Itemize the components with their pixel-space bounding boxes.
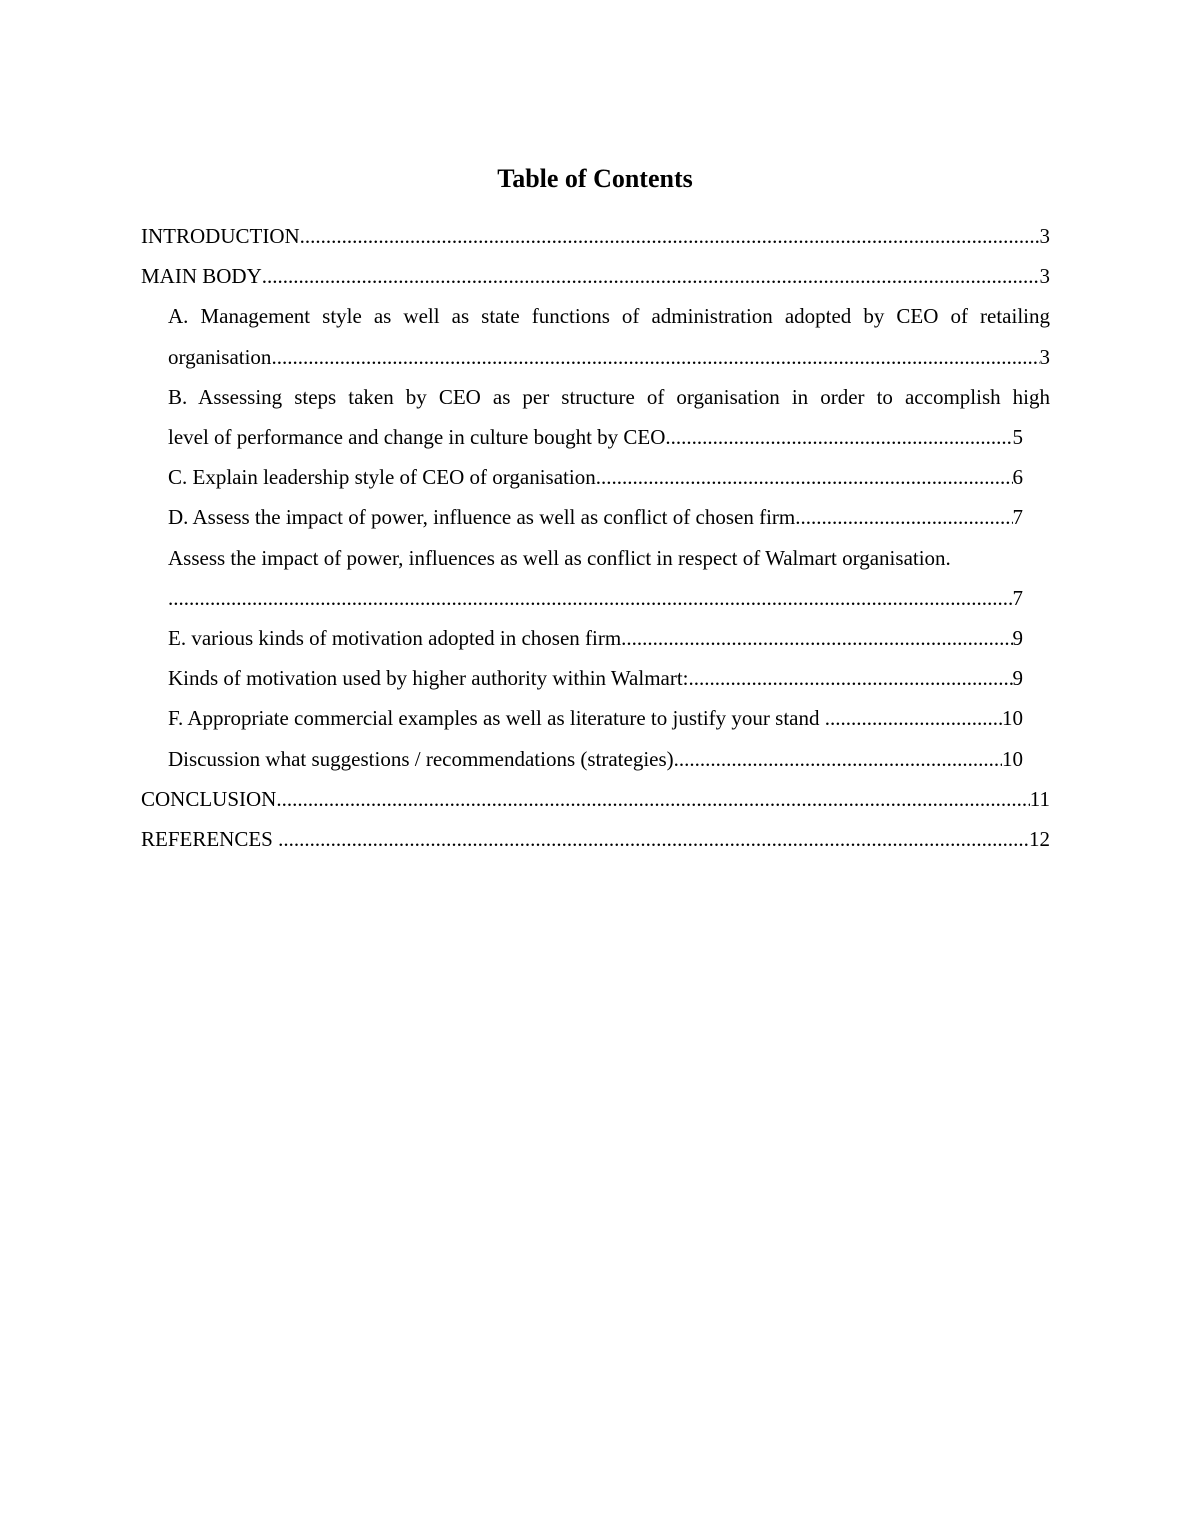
toc-page-number: 3 — [1039, 344, 1050, 369]
toc-entry-label: Kinds of motivation used by higher authority within Walmart: — [168, 666, 689, 691]
toc-entry-label: level of performance and change in culture bought by CEO. — [168, 425, 671, 450]
toc-entry-kinds-of-motivation[interactable] — [141, 658, 1023, 698]
toc-leader-dots — [825, 698, 1002, 738]
page-title: Table of Contents — [497, 164, 693, 193]
toc-page-number: 5 — [1012, 425, 1023, 450]
toc-entry-label: D. Assess the impact of power, influence as well as conflict of chosen firm — [168, 505, 796, 530]
toc-entry-section-e[interactable] — [141, 618, 1023, 658]
toc-leader-dots — [262, 256, 1040, 296]
toc-page-number: 11 — [1029, 786, 1050, 811]
toc-leader-dots — [671, 417, 1013, 457]
toc-page-number: 7 — [1012, 585, 1023, 610]
toc-leader-dots — [689, 658, 1013, 698]
toc-entry-label-line1: B. Assessing steps taken by CEO as per structure of organisation in order to accomplish high — [168, 384, 1050, 409]
toc-page-number: 3 — [1039, 224, 1050, 248]
toc-entry-section-c[interactable] — [141, 457, 1023, 497]
toc-entry-section-d[interactable] — [141, 497, 1023, 537]
toc-entry-label: E. various kinds of motivation adopted in chosen firm — [168, 626, 622, 651]
toc-entry-label: Discussion what suggestions / recommendations (strategies) — [168, 746, 674, 771]
toc-page-number: 6 — [1012, 465, 1023, 490]
toc-leader-dots — [300, 216, 1040, 256]
toc-entry-section-b[interactable] — [141, 377, 1050, 457]
toc-page-number: 9 — [1012, 626, 1023, 651]
toc-entry-label: INTRODUCTION — [141, 224, 300, 248]
toc-entry-label: F. Appropriate commercial examples as well as literature to justify your stand — [168, 706, 825, 731]
toc-leader-dots — [278, 819, 1029, 859]
toc-entry-label: CONCLUSION — [141, 786, 277, 811]
toc-leader-dots — [795, 497, 1012, 537]
table-of-contents — [141, 216, 1050, 859]
toc-page-number: 3 — [1039, 264, 1050, 289]
toc-entry-label: REFERENCES — [141, 827, 279, 852]
toc-entry-main-body[interactable] — [141, 256, 1050, 296]
toc-leader-dots — [674, 739, 1002, 779]
toc-page-number: 10 — [1002, 746, 1023, 771]
toc-entry-section-f[interactable] — [141, 698, 1023, 738]
toc-entry-label: C. Explain leadership style of CEO of organisation — [168, 465, 596, 490]
toc-entry-walmart-impact[interactable] — [141, 538, 1023, 618]
toc-page-number: 9 — [1012, 666, 1023, 691]
toc-entry-conclusion[interactable] — [141, 779, 1050, 819]
toc-leader-dots — [596, 457, 1013, 497]
toc-leader-dots — [168, 578, 1013, 618]
toc-entry-label-line1: Assess the impact of power, influences as well as conflict in respect of Walmart organisation. — [168, 545, 951, 570]
toc-page-number: 12 — [1029, 827, 1050, 852]
toc-entry-section-a[interactable] — [141, 296, 1050, 376]
toc-page-number: 10 — [1002, 706, 1023, 731]
toc-entry-label-line1: A. Management style as well as state functions of administration adopted by CEO of retailing — [168, 304, 1050, 329]
toc-entry-label: MAIN BODY — [141, 264, 262, 289]
toc-entry-references[interactable] — [141, 819, 1050, 859]
toc-leader-dots — [271, 337, 1039, 377]
toc-entry-introduction[interactable] — [141, 216, 1050, 256]
toc-entry-discussion[interactable] — [141, 739, 1023, 779]
toc-leader-dots — [276, 779, 1029, 819]
toc-page-number: 7 — [1012, 505, 1023, 530]
toc-entry-label: organisation — [168, 344, 272, 369]
toc-leader-dots — [621, 618, 1012, 658]
